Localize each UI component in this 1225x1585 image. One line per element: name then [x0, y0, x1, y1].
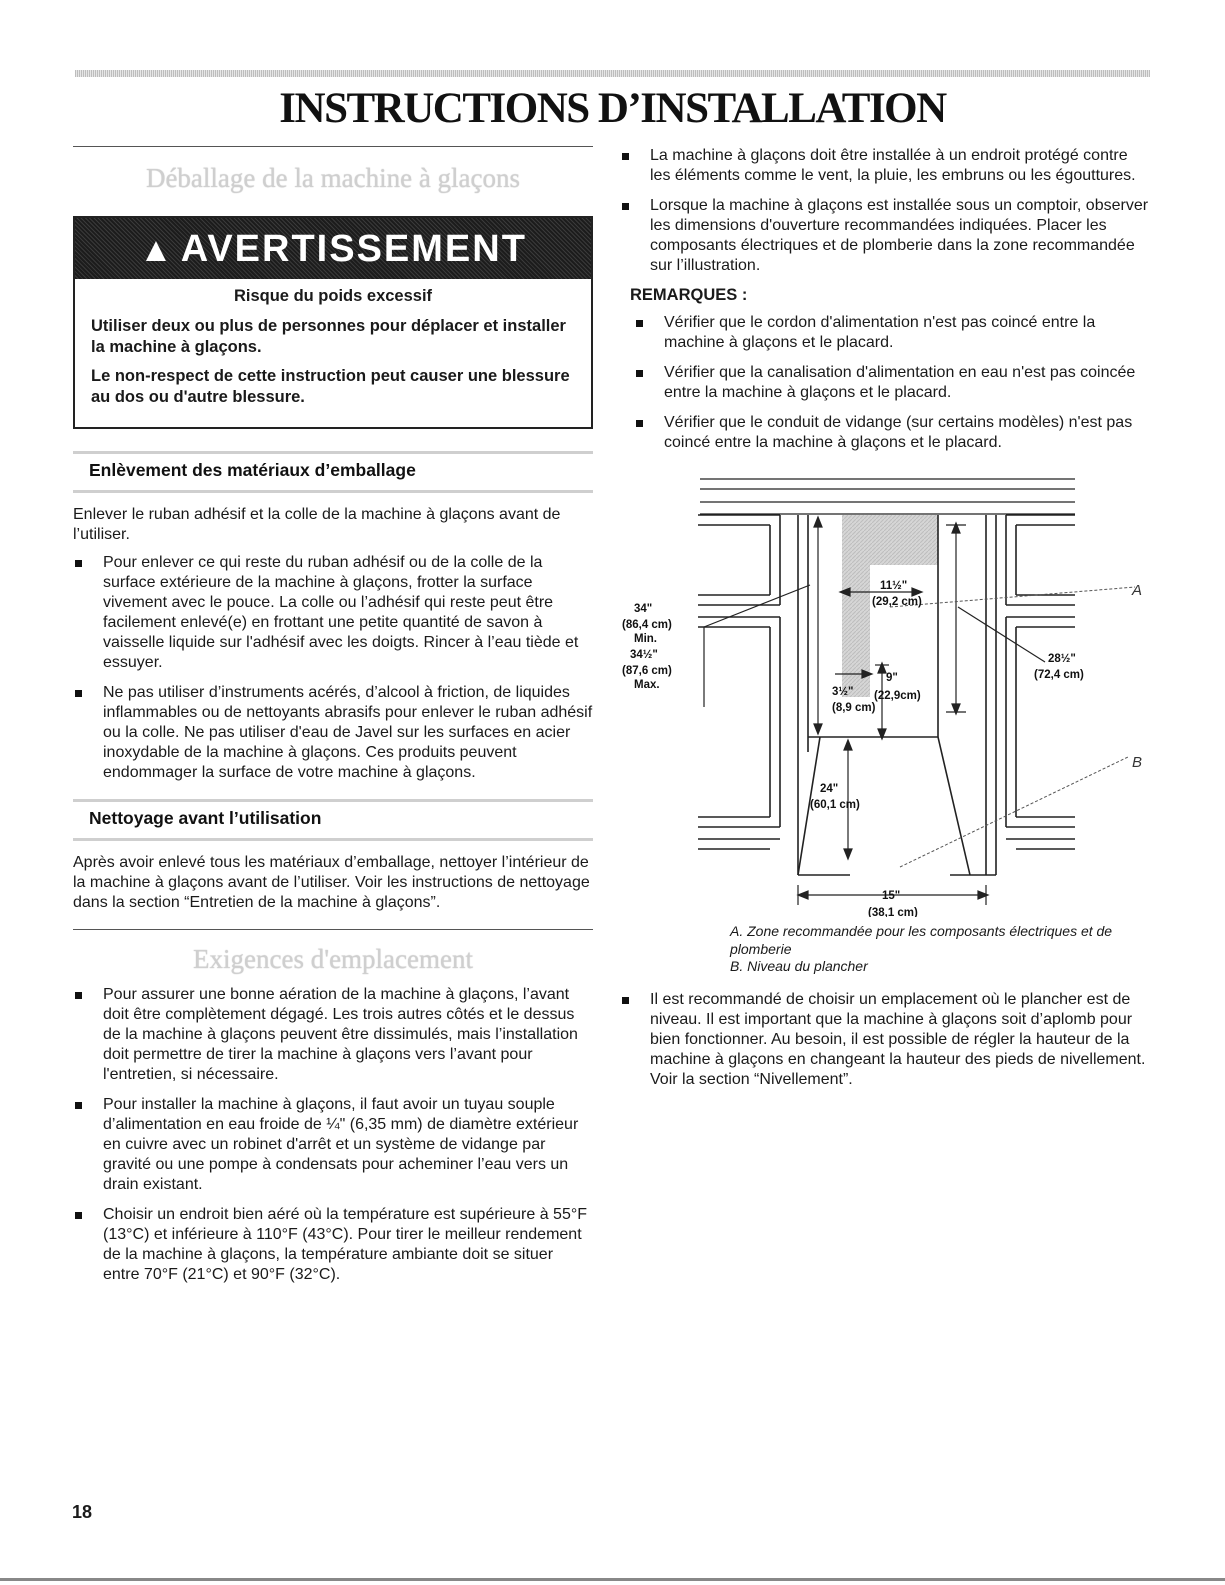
- warning-label: AVERTISSEMENT: [180, 228, 527, 270]
- warning-triangle-icon: ▲: [139, 231, 175, 269]
- dim-width-cm: (38,1 cm): [868, 907, 918, 917]
- cabinet-diagram-svg: [620, 467, 1150, 917]
- caption-b: B. Niveau du plancher: [730, 958, 868, 974]
- location-list: [73, 985, 593, 1285]
- list-item: Vérifier que la canalisation d'alimentation en eau n'est pas coincée entre la machine à glaçons et le placard.: [634, 363, 1150, 403]
- remarks-label: REMARQUES :: [630, 286, 748, 304]
- subheading-band: [73, 799, 593, 841]
- list-item: Choisir un endroit bien aéré où la température est supérieure à 55°F (13°C) et inférieure à 110°F (43°C). Pour tirer le meilleur rendement de la machine à glaçons, la température ambiante doit se situer entre 70°F (21°C) et 90°F (32°C).: [73, 1205, 593, 1285]
- section-rule: [73, 146, 593, 147]
- dim-b: 9": [886, 672, 898, 684]
- subheading-band: [73, 451, 593, 493]
- dim-height-min-cm: (86,4 cm): [622, 619, 672, 631]
- right-list: [620, 146, 1150, 276]
- warning-line-2: Le non-respect de cette instruction peut causer une blessure au dos ou d'autre blessure.: [91, 367, 570, 406]
- dim-zone-height: 28½": [1048, 653, 1076, 665]
- remarks-list: [634, 313, 1150, 453]
- warning-line-1: Utiliser deux ou plus de personnes pour déplacer et installer la machine à glaçons.: [91, 317, 566, 356]
- warning-risk: Risque du poids excessif: [233, 287, 433, 305]
- leader-lines: [890, 587, 1135, 867]
- left-column: [73, 146, 593, 1295]
- countertop-lines: [700, 479, 1075, 514]
- label-a: A: [1132, 582, 1143, 599]
- section-heading-location: Exigences d'emplacement: [193, 943, 473, 974]
- list-item: Pour assurer une bonne aération de la machine à glaçons, l’avant doit être complètement dégagé. Les trois autres côtés et le dessus de la machine à glaçons peuvent être dissimulés, mais l’installation doit permettre de tirer la machine à glaçons vers l’avant pour l'entretien, si nécessaire.: [73, 985, 593, 1085]
- dim-zone-width-cm: (29,2 cm): [872, 596, 922, 608]
- packaging-list: [73, 553, 593, 783]
- caption-a: A. Zone recommandée pour les composants électriques et de plomberie: [730, 923, 1113, 957]
- list-item: Lorsque la machine à glaçons est installée sous un comptoir, observer les dimensions d'ouverture recommandées indiquées. Placer les composants électriques et de plomberie dans la zone recommandée sur l’illustration.: [620, 196, 1150, 276]
- dim-height-min: 34": [634, 603, 653, 615]
- dim-height-max: 34½": [630, 649, 658, 661]
- dim-depth-cm: (60,1 cm): [810, 799, 860, 811]
- list-item: La machine à glaçons doit être installée à un endroit protégé contre les éléments comme le vent, la pluie, les embruns ou les égouttures.: [620, 146, 1150, 186]
- dim-zone-height-cm: (72,4 cm): [1034, 669, 1084, 681]
- label-b: B: [1132, 754, 1143, 771]
- section-rule: [73, 929, 593, 930]
- dim-a: 3½": [832, 686, 854, 698]
- dim-max: Max.: [634, 679, 660, 691]
- dim-width: 15": [882, 890, 901, 902]
- warning-body: [75, 279, 591, 427]
- subheading-packaging: Enlèvement des matériaux d’emballage: [89, 459, 416, 480]
- list-item: Il est recommandé de choisir un emplacement où le plancher est de niveau. Il est important que la machine à glaçons soit d’aplomb pour bien fonctionner. Au besoin, il est possible de régler la hauteur de la machine à glaçons en changeant la hauteur des pieds de nivellement. Voir la section “Nivellement”.: [620, 990, 1150, 1090]
- cleaning-text: Après avoir enlevé tous les matériaux d’emballage, nettoyer l’intérieur de la machine à glaçons avant de l’utiliser. Voir les instructions de nettoyage dans la section “Entretien de la machine à glaçons”.: [73, 853, 590, 911]
- bottom-rule: [0, 1578, 1225, 1581]
- dim-b-cm: (22,9cm): [874, 690, 921, 702]
- page-title: INSTRUCTIONS D’INSTALLATION: [279, 85, 946, 132]
- final-list: [620, 990, 1150, 1090]
- top-rule: [75, 70, 1150, 77]
- dim-depth: 24": [820, 783, 839, 795]
- cabinet-diagram: [620, 467, 1150, 917]
- page-number: 18: [72, 1502, 93, 1522]
- dim-zone-width: 11½": [880, 580, 908, 592]
- right-column: [620, 146, 1150, 1100]
- dim-height-max-cm: (87,6 cm): [622, 665, 672, 677]
- packaging-intro: Enlever le ruban adhésif et la colle de la machine à glaçons avant de l’utiliser.: [73, 505, 561, 543]
- warning-header: [75, 218, 591, 279]
- list-item: Vérifier que le conduit de vidange (sur certains modèles) n'est pas coincé entre la machine à glaçons et le placard.: [634, 413, 1150, 453]
- subheading-cleaning: Nettoyage avant l’utilisation: [89, 807, 322, 828]
- section-heading-unpacking: Déballage de la machine à glaçons: [145, 163, 521, 193]
- list-item: Pour enlever ce qui reste du ruban adhésif ou de la colle de la surface extérieure de la machine à glaçons, frotter la surface vivement avec le pouce. La colle ou l’adhésif qui reste peut être facilement enlevé(e) en frottant une petite quantité de savon à vaisselle liquide sur l'adhésif avec les doigts. Rincer à l’eau tiède et essuyer.: [73, 553, 593, 673]
- list-item: Pour installer la machine à glaçons, il faut avoir un tuyau souple d’alimentation en eau froide de ¼" (6,35 mm) de diamètre extérieur en cuivre avec un robinet d'arrêt et un système de vidange par gravité ou une pompe à condensats pour acheminer l’eau vers un drain existant.: [73, 1095, 593, 1195]
- list-item: Vérifier que le cordon d'alimentation n'est pas coincé entre la machine à glaçons et le placard.: [634, 313, 1150, 353]
- warning-box: [73, 216, 593, 429]
- dim-min: Min.: [634, 633, 657, 645]
- dim-a-cm: (8,9 cm): [832, 702, 876, 714]
- diagram-captions: [730, 923, 1150, 976]
- list-item: Ne pas utiliser d’instruments acérés, d’alcool à friction, de liquides inflammables ou de nettoyants abrasifs pour enlever le ruban adhésif ou la colle. Ne pas utiliser d'eau de Javel sur les surfaces en acier inoxydable de la machine à glaçons. Ces produits peuvent endommager la surface de votre machine à glaçons.: [73, 683, 593, 783]
- left-cabinet: [698, 515, 780, 849]
